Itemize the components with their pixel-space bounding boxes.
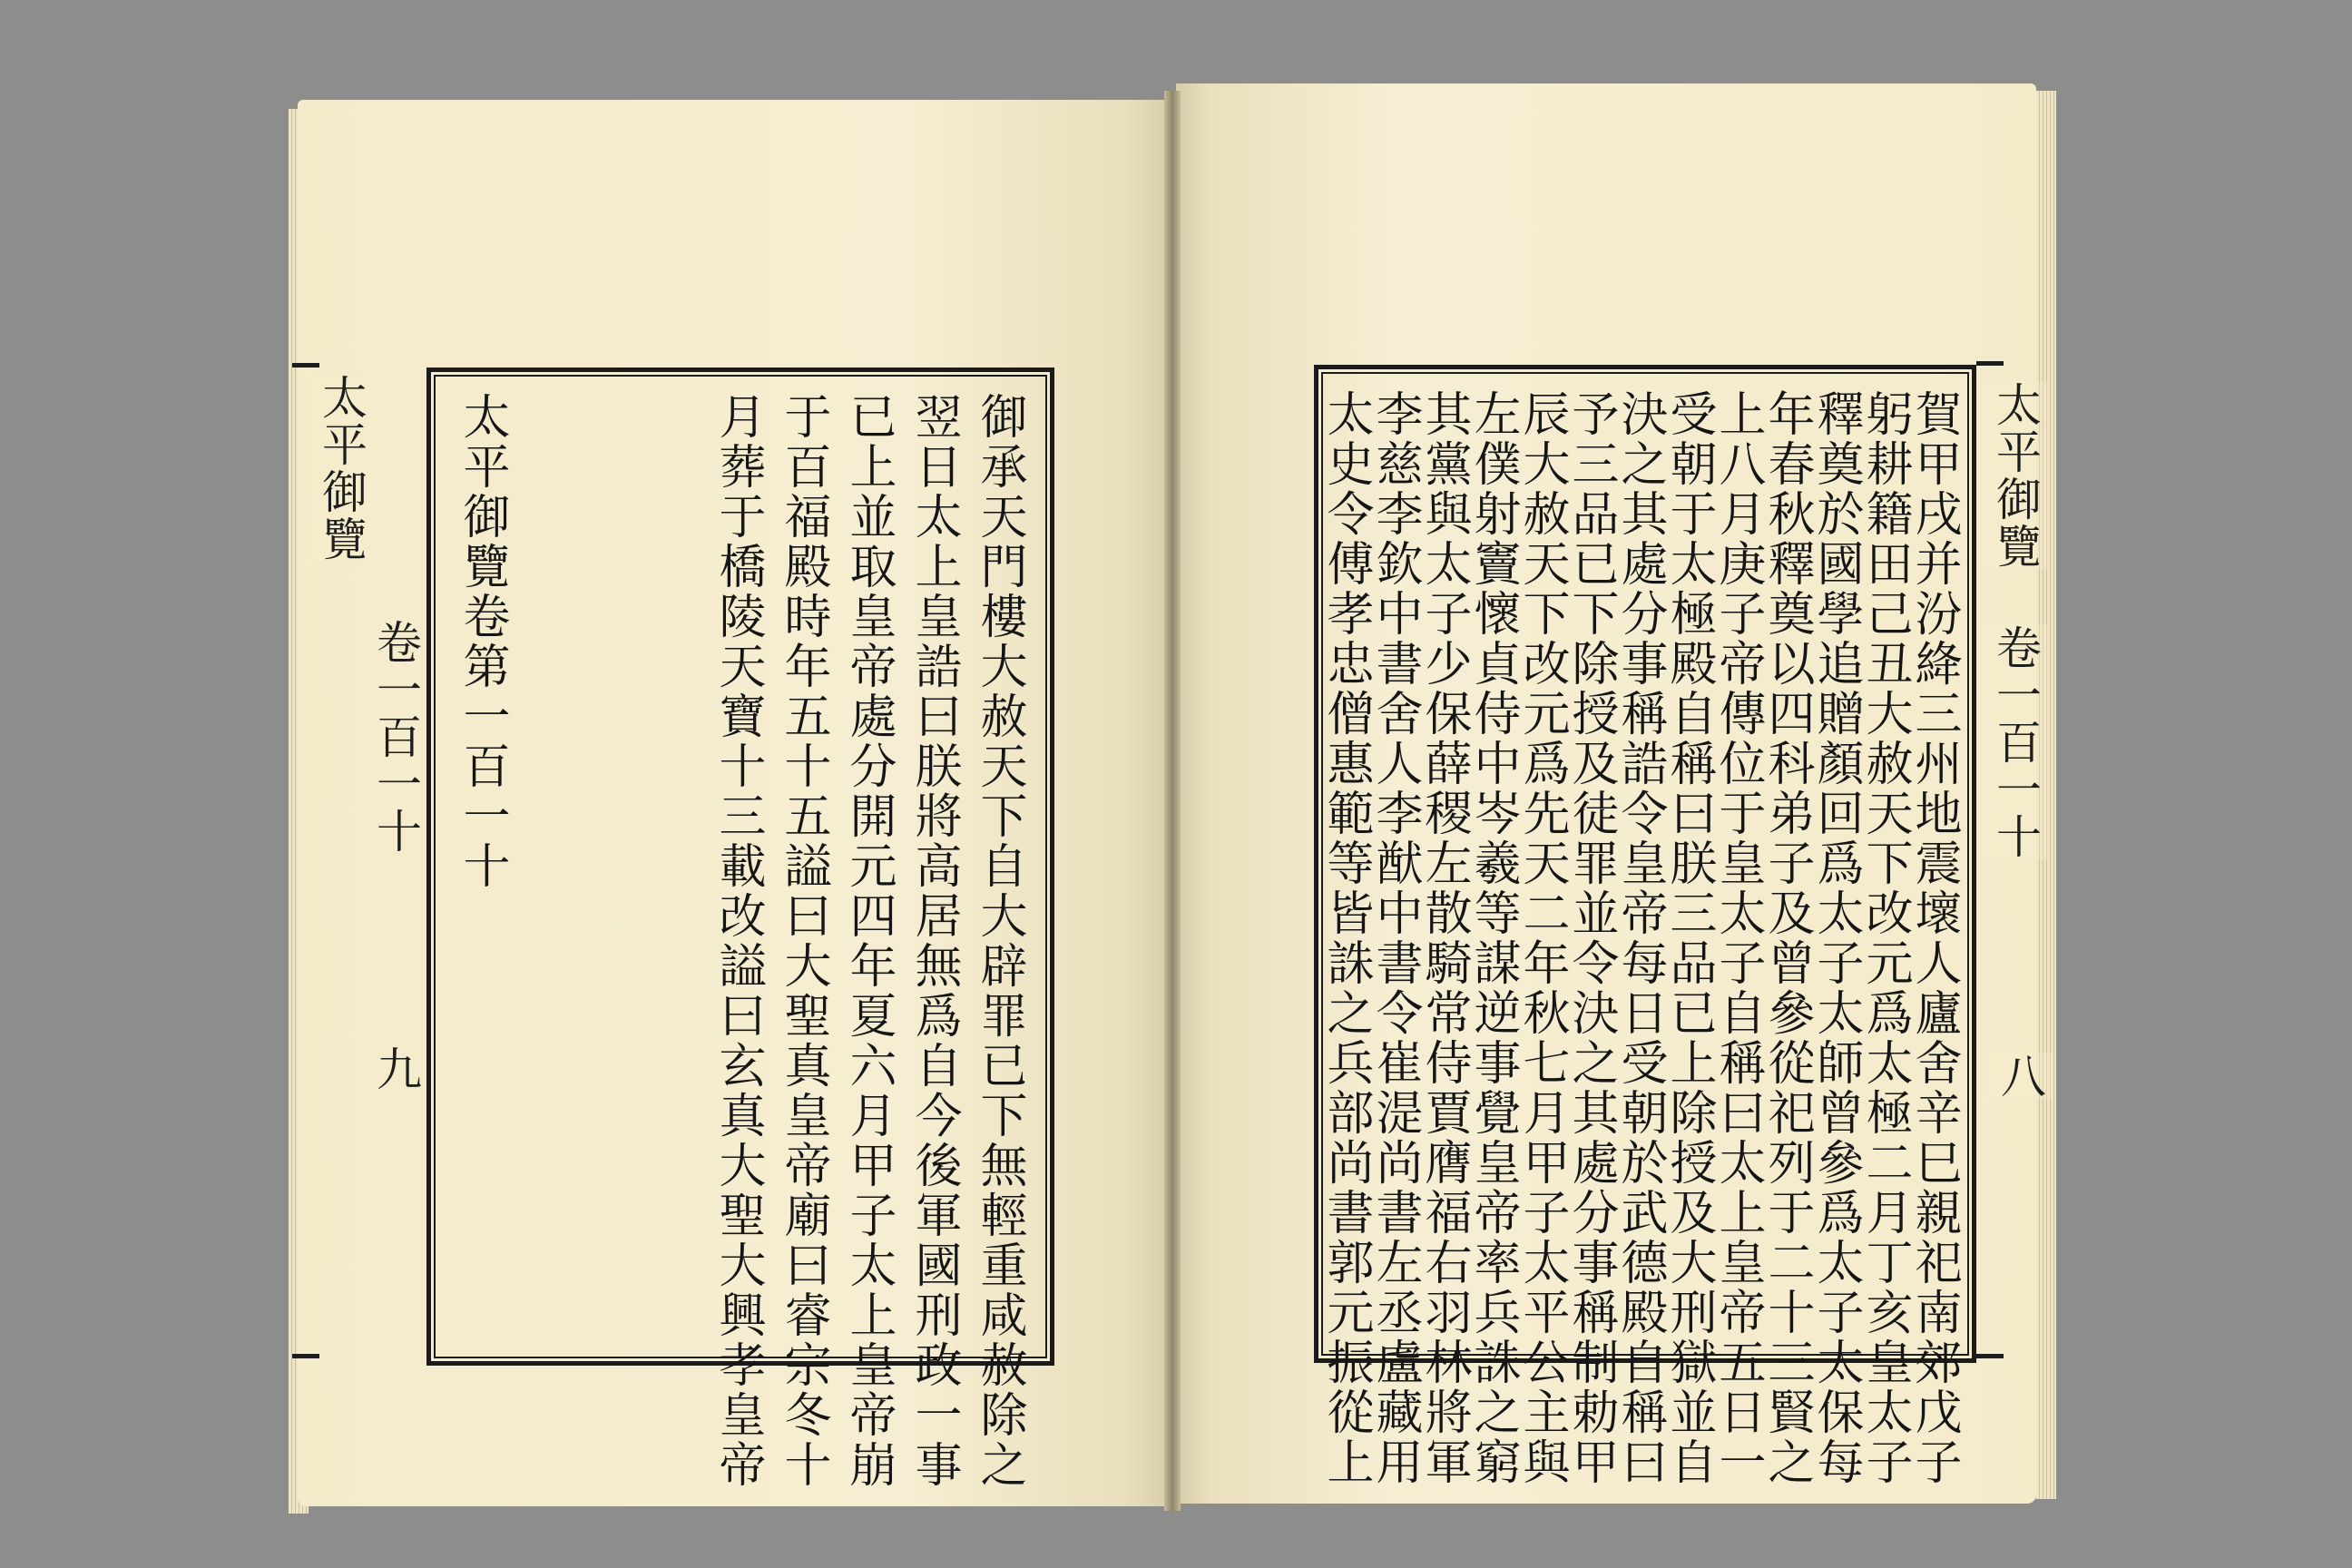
right-column-6: 受朝于太極殿自稱曰朕三品已上除授及大刑獄並自 <box>1661 389 1716 1487</box>
left-edge-rule-bottom <box>292 1354 319 1358</box>
spine-gutter <box>1164 91 1181 1511</box>
right-edge-rule-top <box>1976 361 2004 366</box>
right-column-12: 李慈李欽中書舍人李猷中書令崔湜尚書左丞盧藏用 <box>1367 389 1422 1487</box>
left-fore-edge-folio: 九 <box>363 1045 428 1093</box>
right-fore-edge-folio: 八 <box>1987 1053 2053 1100</box>
left-column-3: 已上並取皇帝處分開元四年夏六月甲子太上皇帝崩 <box>841 392 896 1490</box>
right-column-13: 太史令傅孝忠僧惠範等皆誅之兵部尚書郭元振從上 <box>1318 389 1373 1487</box>
right-column-11: 其黨與太子少保薛稷左散騎常侍賈膺福右羽林將軍 <box>1416 389 1471 1487</box>
left-column-2: 翌日太上皇誥曰朕將高居無爲自今後軍國刑政一事 <box>906 392 961 1490</box>
right-column-4: 年春秋釋奠以四科弟子及曾參從祀列于二十三賢之 <box>1759 389 1814 1487</box>
left-edge-rule-top <box>292 363 319 368</box>
left-column-1: 御承天門樓大赦天下自大辟罪已下無輕重咸赦除之 <box>972 392 1026 1490</box>
left-column-5: 月葬于橋陵天寶十三載改謚曰玄真大聖大興孝皇帝 <box>710 392 765 1490</box>
left-column-4: 于百福殿時年五十五謚曰大聖真皇帝廟曰睿宗冬十 <box>776 392 830 1490</box>
right-fore-edge-volume: 卷一百一十 <box>1983 624 2048 860</box>
right-column-5: 上八月庚子帝傳位于皇太子自稱曰太上皇帝五日一 <box>1710 389 1765 1487</box>
right-column-10: 左僕射竇懷貞侍中岑羲等謀逆事覺皇帝率兵誅之窮 <box>1465 389 1520 1487</box>
left-fore-edge-volume: 卷一百一十 <box>363 619 428 855</box>
right-column-9: 辰大赦天下改元爲先天二年秋七月甲子太平公主與 <box>1514 389 1569 1487</box>
show-through <box>452 209 514 258</box>
right-column-2: 躬耕籍田己丑大赦天下改元爲太極二月丁亥皇太子 <box>1857 389 1912 1487</box>
left-fore-edge-title: 太平御覽 <box>309 374 374 563</box>
left-volume-end-title: 太平御覽卷第一百一十 <box>455 392 509 891</box>
right-column-8: 予三品已下除授及徒罪並令決之其處分事稱制勅甲 <box>1563 389 1618 1487</box>
right-fore-edge-title: 太平御覽 <box>1983 381 2048 570</box>
right-column-1: 賀甲戌并汾絳三州地震壞人廬舍辛巳親祀南郊戊子 <box>1906 389 1961 1487</box>
right-column-7: 決之其處分事稱誥令皇帝每日受朝於武德殿自稱曰 <box>1612 389 1667 1487</box>
left-text-frame <box>426 368 1054 1490</box>
right-column-3: 釋奠於國學追贈顏回爲太子太師曾參爲太子太保每 <box>1808 389 1863 1487</box>
right-text-frame <box>1314 365 1976 1487</box>
right-edge-rule-bottom <box>1976 1354 2004 1358</box>
